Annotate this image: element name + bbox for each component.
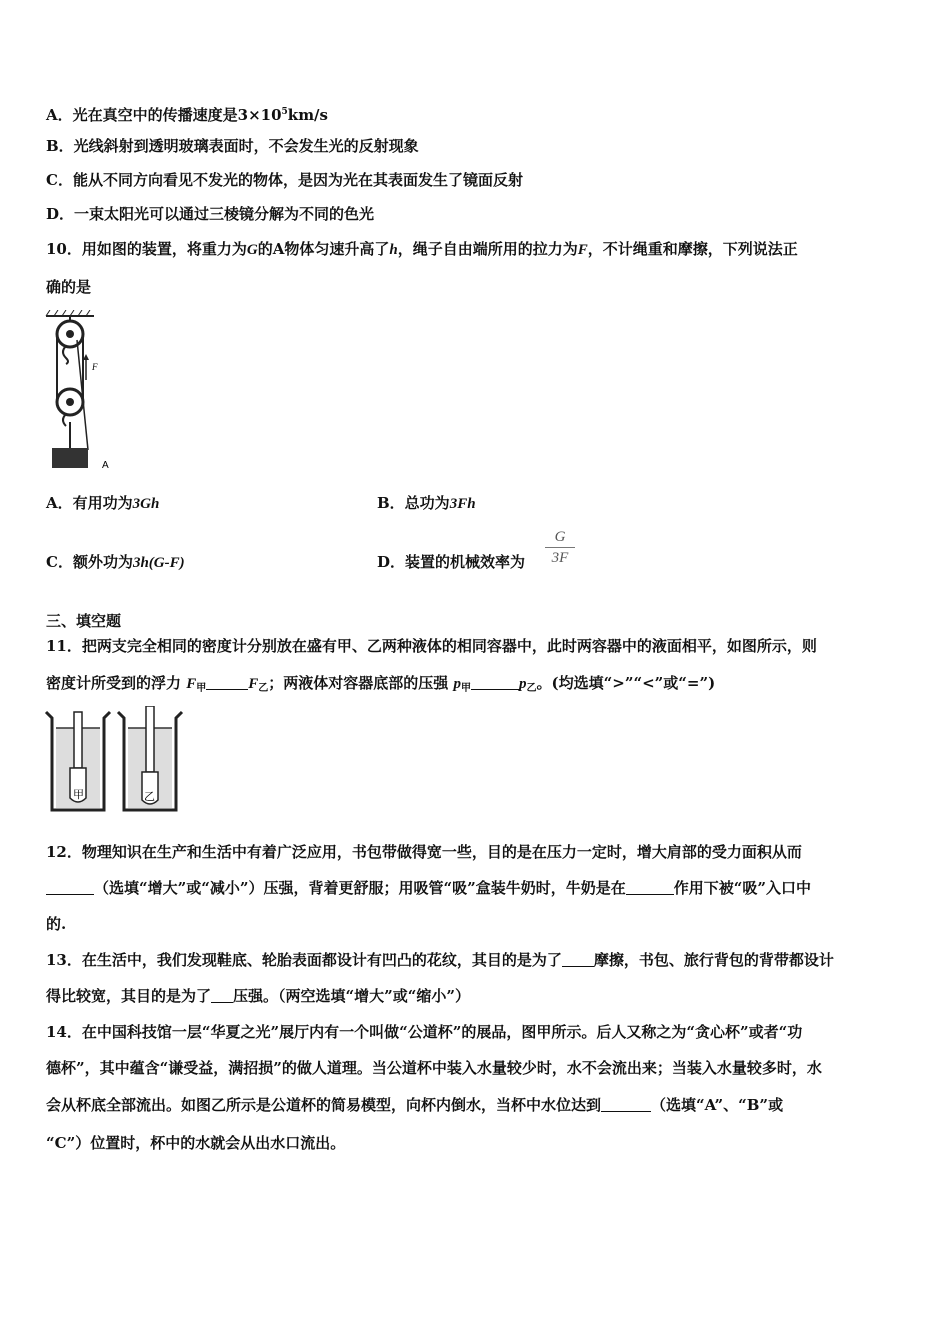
- q13-text-c: 得比较宽，其目的是为了: [46, 987, 212, 1005]
- fraction-denominator: 3F: [551, 550, 569, 566]
- q9-a-unit: km/s: [287, 106, 328, 124]
- q11-text-b: ；两液体对容器底部的压强: [268, 674, 449, 692]
- q11-sub-jia-2: 甲: [461, 683, 472, 694]
- q14-blank[interactable]: [601, 1097, 651, 1112]
- q11-blank-2[interactable]: [471, 675, 519, 690]
- efficiency-fraction: [545, 528, 575, 567]
- q13-text-a: 13．在生活中，我们发现鞋底、轮胎表面都设计有凹凸的花纹，其目的是为了: [46, 951, 562, 969]
- q11-f-jia: F: [186, 676, 197, 692]
- q10-option-d: D．装置的机械效率为: [377, 553, 526, 571]
- q14-stem-line4: “C”）位置时，杯中的水就会从出水口流出。: [46, 1134, 346, 1152]
- q11-sub-jia: 甲: [196, 683, 207, 694]
- section-heading: 三、填空题: [46, 612, 122, 630]
- q10-option-a: [46, 493, 159, 514]
- q14-stem-line3: [46, 1095, 783, 1115]
- pulley-figure: [44, 310, 124, 470]
- ceiling-hatch: [46, 310, 94, 316]
- q13-text-b: 摩擦，书包、旅行背包的背带都设计: [593, 951, 834, 969]
- q12-blank-2[interactable]: [626, 880, 674, 895]
- q11-p-yi: p: [519, 676, 527, 692]
- q10-b-expr: 3Fh: [449, 496, 476, 512]
- q11-stem-line2: [46, 673, 715, 699]
- q9-a-exponent: 5: [281, 107, 288, 117]
- q9-option-c: C．能从不同方向看见不发光的物体，是因为光在其表面发生了镜面反射: [46, 171, 523, 189]
- object-label: A: [102, 460, 109, 470]
- force-label: F: [92, 362, 98, 372]
- q10-b-text: B．总功为: [377, 494, 450, 512]
- fraction-bar: [545, 547, 575, 548]
- q11-blank-1[interactable]: [206, 675, 248, 690]
- q10-text-d: ，不计绳重和摩擦，下列说法正: [587, 240, 798, 258]
- q10-text-b: 的A物体匀速升高了: [257, 240, 390, 258]
- q9-option-d: D．一束太阳光可以通过三棱镜分解为不同的色光: [46, 205, 375, 223]
- q12-stem-line1: 12．物理知识在生产和生活中有着广泛应用，书包带做得宽一些，目的是在压力一定时，增大肩部的受力面积从而: [46, 843, 802, 861]
- q12-text-b: 作用下被“吸”入口中: [673, 879, 812, 897]
- q11-p-jia: p: [453, 676, 462, 692]
- q13-blank-2[interactable]: [211, 988, 233, 1003]
- q10-c-expr: 3h(G-F): [132, 555, 185, 571]
- q13-stem-line1: [46, 950, 834, 970]
- q10-var-g: G: [246, 242, 258, 258]
- q10-a-expr: 3Gh: [132, 496, 160, 512]
- q10-a-text: A．有用功为: [46, 494, 133, 512]
- label-jia: 甲: [73, 788, 84, 801]
- q10-option-c: [46, 552, 185, 573]
- q14-text-b: （选填“A”、“B”或: [651, 1096, 784, 1114]
- q11-f-yi: F: [248, 676, 259, 692]
- object-block: [52, 448, 88, 468]
- q12-blank-1[interactable]: [46, 880, 94, 895]
- q12-stem-line3: 的.: [46, 915, 67, 933]
- container-yi: [118, 706, 182, 810]
- q11-text-c: 。(均选填“>”“<”或“=”): [536, 674, 716, 692]
- q10-stem-line2: 确的是: [46, 278, 92, 296]
- q13-blank-1[interactable]: [562, 952, 594, 967]
- label-yi: 乙: [144, 790, 155, 803]
- q11-stem-line1: 11．把两支完全相同的密度计分别放在盛有甲、乙两种液体的相同容器中，此时两容器中的液面相平，如图所示，则: [46, 637, 817, 655]
- q11-sub-yi-2: 乙: [526, 683, 537, 694]
- q13-stem-line2: [46, 986, 470, 1006]
- q9-a-speed: 3×10: [237, 106, 282, 124]
- q12-stem-line2: [46, 878, 811, 898]
- q10-text-c: ，绳子自由端所用的拉力为: [397, 240, 578, 258]
- q13-text-d: 压强。（两空选填“增大”或“缩小”）: [233, 987, 471, 1005]
- q14-text-a: 会从杯底全部流出。如图乙所示是公道杯的简易模型，向杯内倒水，当杯中水位达到: [46, 1096, 602, 1114]
- q11-sub-yi: 乙: [258, 683, 269, 694]
- q10-c-text: C．额外功为: [46, 553, 133, 571]
- q10-stem-line1: [46, 239, 798, 260]
- fraction-numerator: G: [554, 529, 566, 545]
- q10-option-b: [377, 493, 476, 514]
- q9-a-text: A．光在真空中的传播速度是: [46, 106, 238, 124]
- q14-stem-line2: 德杯”，其中蕴含“谦受益，满招损”的做人道理。当公道杯中装入水量较少时，水不会流出来；当装入水量较多时，水: [46, 1059, 822, 1077]
- container-jia: [46, 712, 110, 810]
- q10-var-h: h: [389, 242, 398, 258]
- q14-stem-line1: 14．在中国科技馆一层“华夏之光”展厅内有一个叫做“公道杯”的展品，图甲所示。后人又称之为“贪心杯”或者“功: [46, 1023, 803, 1041]
- q10-var-f: F: [577, 242, 588, 258]
- q12-text-a: （选填“增大”或“减小”）压强，背着更舒服；用吸管“吸”盒装牛奶时，牛奶是在: [94, 879, 626, 897]
- q11-text-a: 密度计所受到的浮力: [46, 674, 182, 692]
- q10-text-a: 10．用如图的装置，将重力为: [46, 240, 247, 258]
- q9-option-b: B．光线斜射到透明玻璃表面时，不会发生光的反射现象: [46, 137, 419, 155]
- hydrometer-figure: [44, 706, 184, 812]
- q9-option-a: [46, 102, 328, 125]
